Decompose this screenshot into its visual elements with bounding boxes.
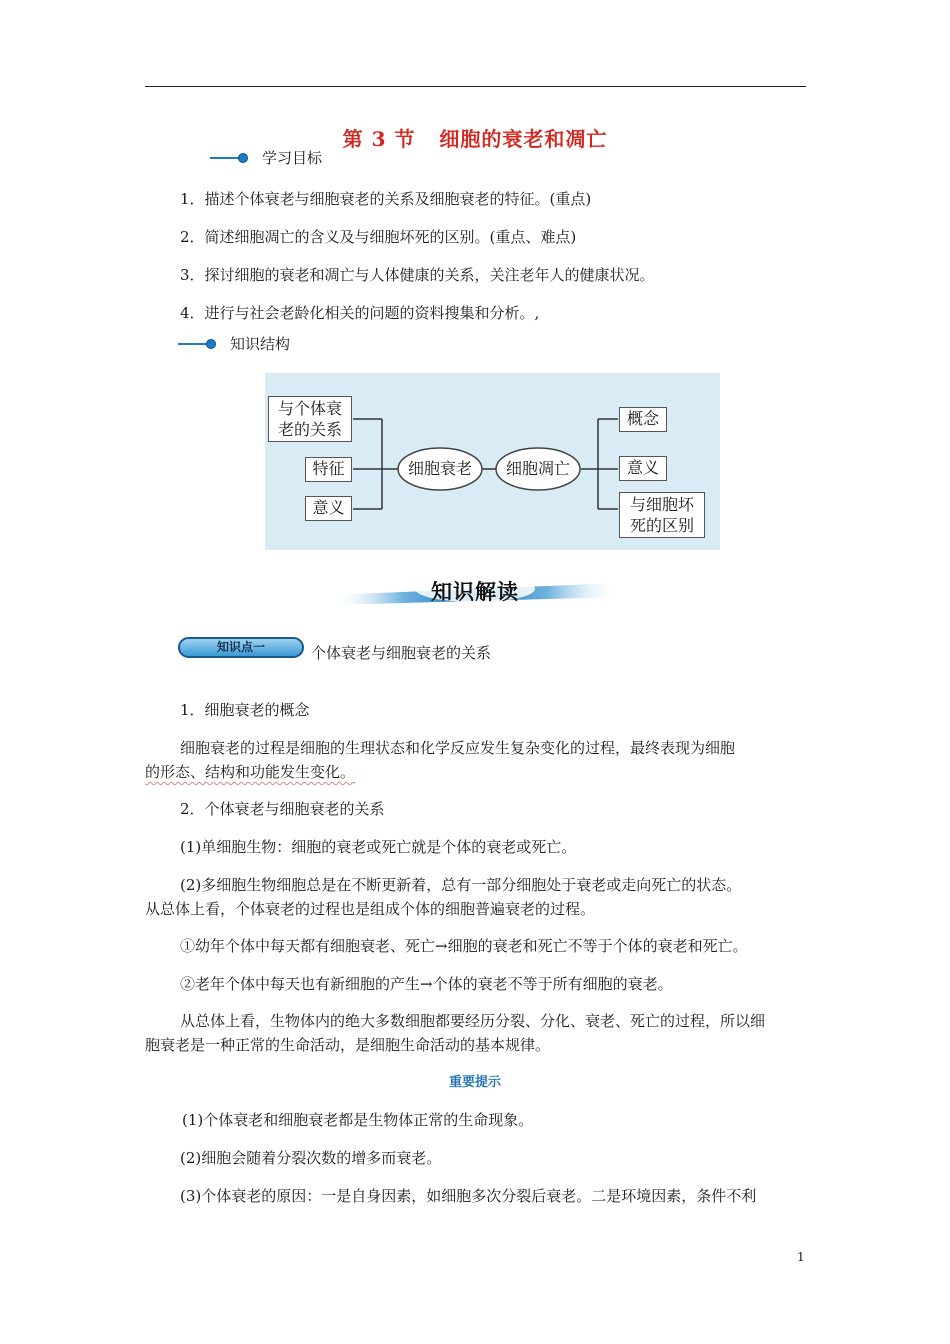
diagram-box-concept: 概念 — [619, 407, 667, 432]
diagram-box-significance-left: 意义 — [305, 496, 352, 521]
body-heading-2: 2．个体衰老与细胞衰老的关系 — [180, 800, 385, 818]
banner-title: 知识解读 — [431, 579, 519, 604]
section-banner — [330, 575, 620, 605]
body-paragraph-3-cont: 从总体上看，个体衰老的过程也是组成个体的细胞普遍衰老的过程。 — [145, 900, 596, 918]
diagram-box-features: 特征 — [305, 457, 352, 482]
section-number: 第 3 节 — [342, 127, 416, 151]
diagram-box-line: 与细胞坏 — [629, 495, 694, 514]
diagram-box-line: 与个体衰 — [277, 399, 342, 418]
body-paragraph-3: (2)多细胞生物细胞总是在不断更新着，总有一部分细胞处于衰老或走向死亡的状态。 — [180, 876, 742, 894]
body-paragraph-4: ①幼年个体中每天都有细胞衰老、死亡→细胞的衰老和死亡不等于个体的衰老和死亡。 — [180, 937, 748, 955]
body-paragraph-2: (1)单细胞生物：细胞的衰老或死亡就是个体的衰老或死亡。 — [180, 838, 577, 856]
diagram-box-necrosis-difference — [619, 492, 705, 538]
tip-3: (3)个体衰老的原因：一是自身因素，如细胞多次分裂后衰老。二是环境因素，条件不利 — [180, 1187, 757, 1205]
section-name: 细胞的衰老和凋亡 — [439, 127, 608, 151]
body-paragraph-1-cont: 的形态、结构和功能发生变化。 — [145, 763, 356, 781]
body-paragraph-5: ②老年个体中每天也有新细胞的产生→个体的衰老不等于所有细胞的衰老。 — [180, 975, 673, 993]
tip-1: (1)个体衰老和细胞衰老都是生物体正常的生命现象。 — [182, 1111, 534, 1129]
body-paragraph-6: 从总体上看，生物体内的绝大多数细胞都要经历分裂、分化、衰老、死亡的过程，所以细 — [180, 1012, 766, 1030]
objectives-header — [210, 147, 322, 168]
top-rule — [145, 86, 806, 87]
body-heading-1: 1．细胞衰老的概念 — [180, 701, 310, 719]
diagram-box-significance-right: 意义 — [619, 456, 667, 481]
diagram-box-line: 老的关系 — [277, 420, 342, 439]
objectives-header-label: 学习目标 — [262, 149, 323, 167]
objective-1: 1．描述个体衰老与细胞衰老的关系及细胞衰老的特征。(重点) — [180, 190, 592, 208]
body-paragraph-1: 细胞衰老的过程是细胞的生理状态和化学反应发生复杂变化的过程，最终表现为细胞 — [180, 739, 736, 757]
page-number: 1 — [797, 1250, 805, 1264]
diagram-node-apoptosis: 细胞凋亡 — [505, 459, 570, 478]
diagram-node-cell-senescence: 细胞衰老 — [407, 459, 472, 478]
knowledge-structure-diagram — [265, 373, 720, 550]
objective-3: 3．探讨细胞的衰老和凋亡与人体健康的关系，关注老年人的健康状况。 — [180, 266, 655, 284]
knowledge-point-title: 个体衰老与细胞衰老的关系 — [311, 644, 492, 662]
diagram-box-line: 死的区别 — [629, 516, 694, 535]
objective-2: 2．简述细胞凋亡的含义及与细胞坏死的区别。(重点、难点) — [180, 228, 577, 246]
structure-header-label: 知识结构 — [230, 335, 291, 353]
objective-4: 4．进行与社会老龄化相关的问题的资料搜集和分析。, — [180, 304, 540, 322]
diagram-box-individual-relation — [268, 396, 352, 442]
body-paragraph-6-cont: 胞衰老是一种正常的生命活动，是细胞生命活动的基本规律。 — [145, 1036, 551, 1054]
knowledge-point-badge: 知识点一 — [178, 637, 304, 658]
structure-header — [178, 333, 290, 354]
page-title — [0, 123, 950, 152]
tip-2: (2)细胞会随着分裂次数的增多而衰老。 — [180, 1149, 442, 1167]
tips-title: 重要提示 — [448, 1075, 501, 1090]
bullet-pin-icon — [178, 338, 218, 350]
bullet-pin-icon — [210, 152, 250, 164]
